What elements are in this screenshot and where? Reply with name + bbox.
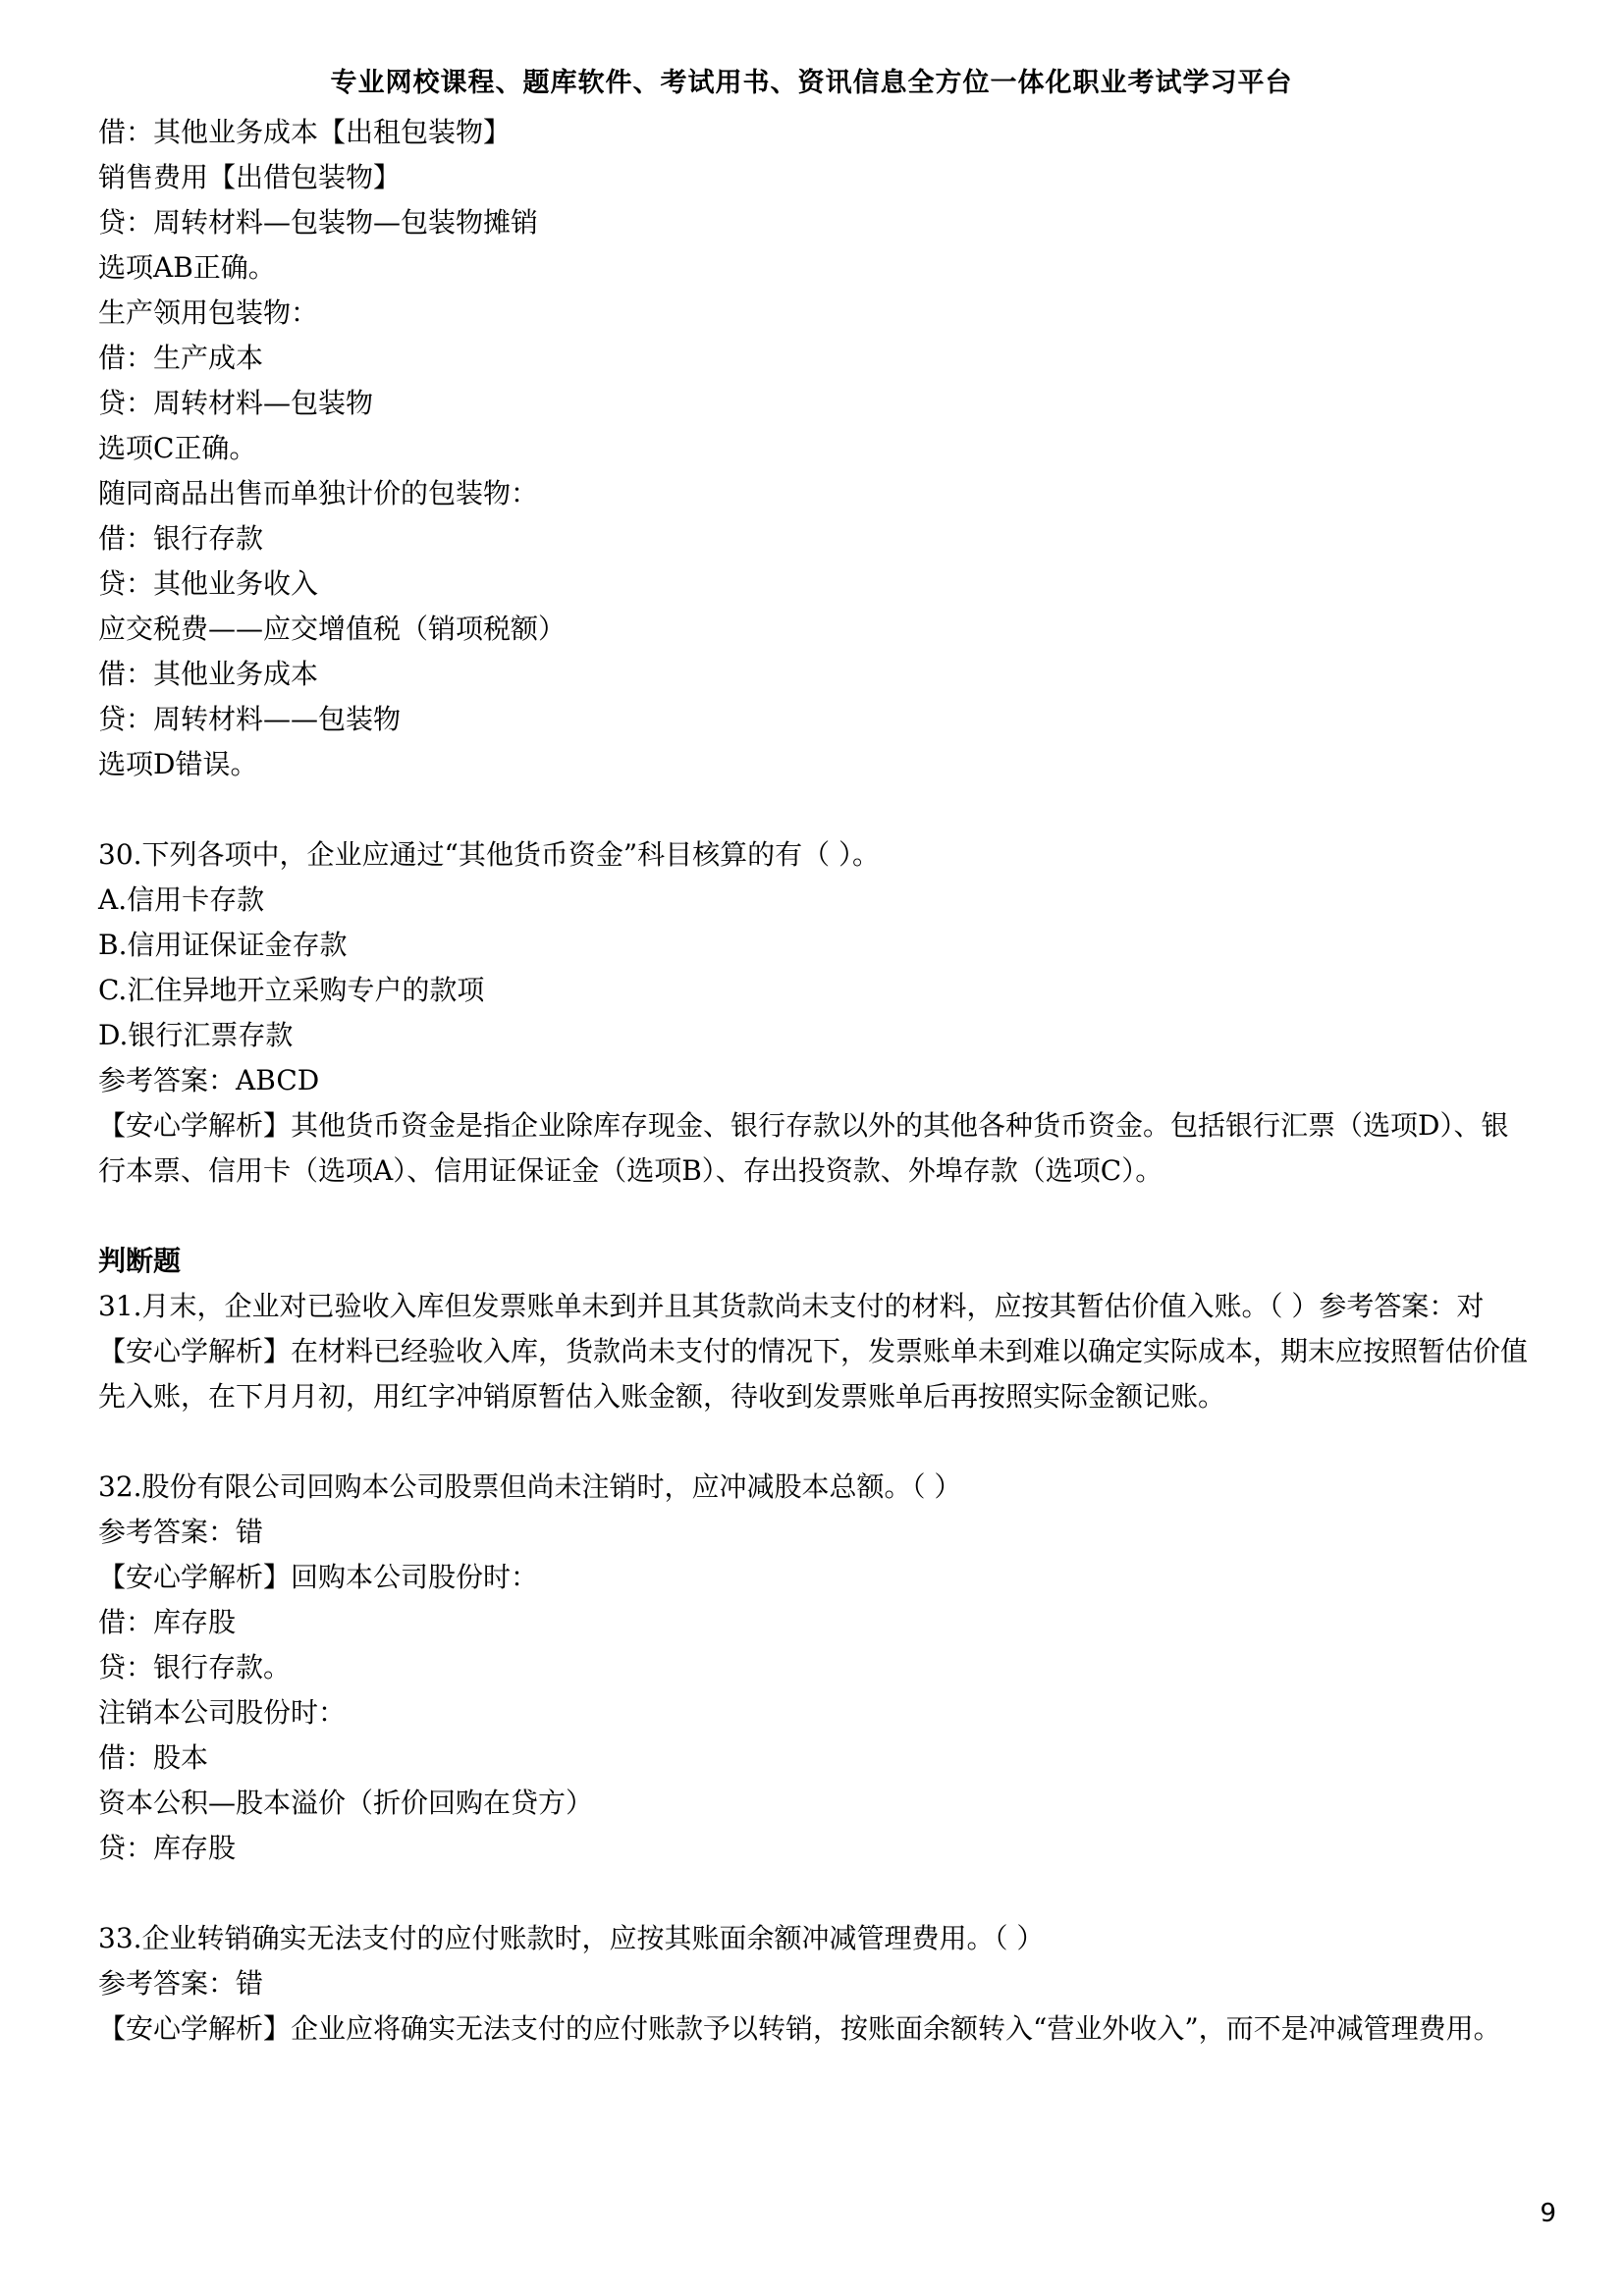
text-line: 贷：周转材料——包装物 xyxy=(98,703,402,735)
question-30 xyxy=(98,832,1532,1194)
question-text: 30.下列各项中，企业应通过“其他货币资金”科目核算的有（ ）。 xyxy=(98,838,881,871)
text-line: 贷：其他业务收入 xyxy=(98,567,319,600)
option-b: B.信用证保证金存款 xyxy=(98,929,348,961)
text-line: 选项AB正确。 xyxy=(98,251,276,284)
document-body xyxy=(98,110,1532,2052)
entry-block xyxy=(98,110,1532,787)
analysis-text: 【安心学解析】企业应将确实无法支付的应付账款予以转销，按账面余额转入“营业外收入”，而不是冲减管理费用。 xyxy=(98,2012,1501,2045)
question-32 xyxy=(98,1465,1532,1871)
question-31 xyxy=(98,1284,1532,1419)
question-33 xyxy=(98,1916,1532,2052)
option-d: D.银行汇票存款 xyxy=(98,1019,294,1051)
text-line: 贷：周转材料—包装物—包装物摊销 xyxy=(98,206,539,239)
answer-text: 参考答案：ABCD xyxy=(98,1064,320,1096)
text-line: 资本公积—股本溢价（折价回购在贷方） xyxy=(98,1787,594,1819)
answer-text: 参考答案：错 xyxy=(98,1516,264,1548)
text-line: 贷：周转材料—包装物 xyxy=(98,387,374,419)
page-number: 9 xyxy=(1540,2199,1556,2228)
page-header-title: 专业网校课程、题库软件、考试用书、资讯信息全方位一体化职业考试学习平台 xyxy=(330,68,1293,98)
section-title: 判断题 xyxy=(98,1245,182,1277)
text-line: 【安心学解析】回购本公司股份时： xyxy=(98,1561,539,1593)
text-line: 注销本公司股份时： xyxy=(98,1696,347,1729)
text-line: 销售费用【出借包装物】 xyxy=(98,161,402,193)
text-line: 选项C正确。 xyxy=(98,432,257,464)
option-c: C.汇住异地开立采购专户的款项 xyxy=(98,974,485,1006)
text-line: 借：生产成本 xyxy=(98,342,264,374)
text-line: 借：库存股 xyxy=(98,1606,237,1638)
text-line: 贷：银行存款。 xyxy=(98,1651,292,1683)
option-a: A.信用卡存款 xyxy=(98,883,265,916)
analysis-text: 【安心学解析】在材料已经验收入库，货款尚未支付的情况下，发票账单未到难以确定实际成本，期末应按照暂估价值先入账，在下月月初，用红字冲销原暂估入账金额，待收到发票账单后再按照实际金额记账。 xyxy=(98,1335,1529,1413)
text-line: 应交税费——应交增值税（销项税额） xyxy=(98,613,567,645)
analysis-text: 【安心学解析】其他货币资金是指企业除库存现金、银行存款以外的其他各种货币资金。包括银行汇票（选项D）、银行本票、信用卡（选项A）、信用证保证金（选项B）、存出投资款、外埠存款（选项C）。 xyxy=(98,1109,1509,1187)
question-text: 31.月末，企业对已验收入库但发票账单未到并且其货款尚未支付的材料，应按其暂估价值入账。（ ）参考答案：对 xyxy=(98,1290,1485,1322)
text-line: 选项D错误。 xyxy=(98,748,258,780)
text-line: 贷：库存股 xyxy=(98,1832,237,1864)
question-text: 32.股份有限公司回购本公司股票但尚未注销时，应冲减股本总额。（ ） xyxy=(98,1470,962,1503)
text-line: 随同商品出售而单独计价的包装物： xyxy=(98,477,539,509)
answer-text: 参考答案：错 xyxy=(98,1967,264,2000)
text-line: 借：其他业务成本【出租包装物】 xyxy=(98,116,512,148)
text-line: 生产领用包装物： xyxy=(98,296,319,329)
question-text: 33.企业转销确实无法支付的应付账款时，应按其账面余额冲减管理费用。（ ） xyxy=(98,1922,1045,1954)
text-line: 借：银行存款 xyxy=(98,522,264,555)
text-line: 借：股本 xyxy=(98,1741,209,1774)
text-line: 借：其他业务成本 xyxy=(98,658,319,690)
